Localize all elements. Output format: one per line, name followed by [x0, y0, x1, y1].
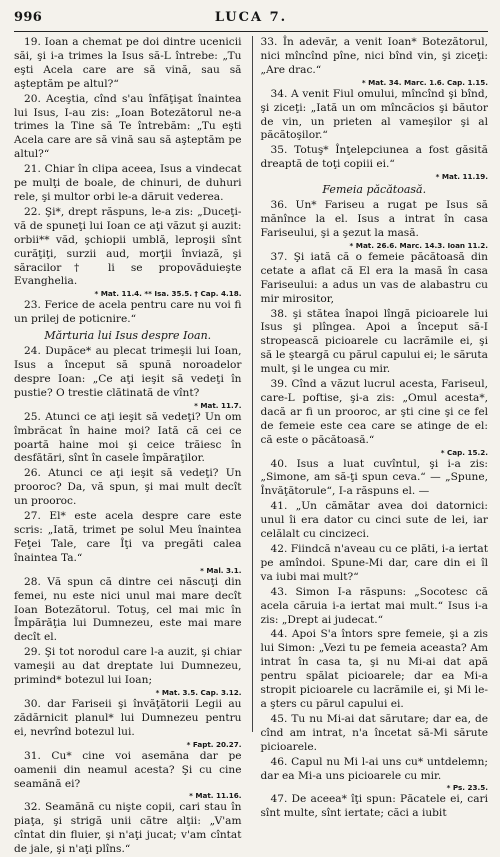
cross-reference: * Mat. 11.16.	[189, 791, 242, 801]
verse-34: 34. A venit Fiul omului, mîncînd şi bînd, şi ziceţi: „Iată un om mîncăcios şi băutor de vin, un prieten al vameşilor şi al păcătoşilor.“	[260, 87, 488, 142]
page-header	[14, 10, 488, 28]
verse-26: 26. Atunci ce aţi ieşit să vedeţi? Un prooroc? Da, vă spun, şi mai mult decît un prooroc.	[14, 467, 242, 508]
verse-25: 25. Atunci ce aţi ieşit să vedeţi? Un om îmbrăcat în haine moi? Iată că cei ce poartă haine moi şi ceice trăiesc în desfătări, sînt în casele împăraţilor.	[14, 410, 242, 465]
cross-reference: * Fapt. 20.27.	[186, 739, 242, 749]
verse-30: 30. dar Fariseii şi învăţătorii Legii au zădărnicit planul* lui Dumnezeu pentru ei, nevrînd botezul lui. * Fapt. 20.27.	[14, 697, 242, 749]
section-heading: Femeia păcătoasă.	[322, 183, 427, 197]
verse-33: 33. În adevăr, a venit Ioan* Botezătorul, nici mîncînd pîne, nici bînd vin, şi ziceţi: „Are drac.“ * Mat. 34. Marc. 1.6. Cap. 1.15.	[260, 36, 488, 87]
bible-page	[14, 10, 488, 856]
verse-45: 45. Tu nu Mi-ai dat sărutare; dar ea, de cînd am intrat, n'a încetat să-Mi sărute picioarele.	[260, 712, 488, 753]
cross-reference: * Mat. 11.19.	[435, 172, 488, 182]
right-column	[252, 36, 489, 820]
verse-20: 20. Aceştia, cînd s'au înfăţişat înaintea lui Isus, I-au zis: „Ioan Botezătorul ne-a trimes la Tine să Te întrebăm: „Tu eşti Acela care are să vină sau să aşteptăm pe altul?“	[14, 92, 242, 161]
left-column	[14, 36, 242, 856]
verse-39: 39. Cînd a văzut lucrul acesta, Fariseul, care-L poftise, şi-a zis: „Omul acesta*, dacă ar fi un prooroc, ar şti cine şi ce fel de femeie este cea care se atinge de el: că este o păcătoasă.“ * Cap. 15.2.	[260, 378, 488, 457]
verse-46: 46. Capul nu Mi l-ai uns cu* untdelemn; dar ea Mi-a uns picioarele cu mir. * Ps. 23.5.	[260, 755, 488, 793]
page-number: 996	[14, 10, 43, 25]
cross-reference: * Mat. 26.6. Marc. 14.3. Ioan 11.2.	[349, 240, 488, 250]
verse-38: 38. şi stătea înapoi lîngă picioarele lui Isus şi plîngea. Apoi a început să-I stropească picioarele cu lacrămile ei, şi să le şteargă cu părul capului ei; le săruta mult, şi le ungea cu mir.	[260, 307, 488, 376]
text-columns	[14, 36, 488, 856]
verse-27: 27. El* este acela despre care este scris: „Iată, trimet pe solul Meu înaintea Feţei Tale, care Îţi va pregăti calea înaintea Ta.“ * Mal. 3.1.	[14, 510, 242, 575]
cross-reference: * Mat. 3.5. Cap. 3.12.	[155, 687, 242, 697]
cross-reference: * Mat. 11.7.	[194, 400, 242, 410]
cross-reference: * Mat. 34. Marc. 1.6. Cap. 1.15.	[361, 77, 488, 87]
cross-reference: * Mal. 3.1.	[200, 565, 242, 575]
verse-32: 32. Seamănă cu nişte copii, cari stau în piaţa, şi strigă unii către alţii: „V'am cîntat din fluier, şi n'aţi jucat; v'am cîntat de jale, şi n'aţi plîns.“	[14, 801, 242, 856]
verse-42: 42. Fiindcă n'aveau cu ce plăti, i-a iertat pe amîndoi. Spune-Mi dar, care din ei îl va iubi mai mult?“	[260, 543, 488, 583]
verse-47: 47. De aceea* îţi spun: Păcatele ei, cari sînt multe, sînt iertate; căci a iubit	[260, 793, 488, 820]
running-title: LUCA 7.	[214, 10, 288, 25]
verse-24: 24. Dupăce* au plecat trimeşii lui Ioan, Isus a început să spună noroadelor despre Ioan: „Ce aţi ieşit să vedeţi în pustie? O trestie clătinată de vînt? * Mat. 11.7.	[14, 345, 242, 410]
section-heading: Mărturia lui Isus despre Ioan.	[44, 329, 212, 343]
cross-reference: * Mat. 11.4. ** Isa. 35.5. † Cap. 4.18.	[94, 289, 242, 299]
verse-40: 40. Isus a luat cuvîntul, şi i-a zis: „Simone, am să-ţi spun ceva.“ — „Spune, Învăţătorule“, I-a răspuns el. —	[260, 457, 488, 498]
verse-23: 23. Ferice de acela pentru care nu voi fi un prilej de poticnire.“	[14, 299, 242, 326]
verse-44: 44. Apoi S'a întors spre femeie, şi a zis lui Simon: „Vezi tu pe femeia aceasta? Am intrat în casa ta, şi nu Mi-ai dat apă pentru spălat picioarele; dar ea Mi-a stropit picioarele cu lacrămile ei, şi Mi le-a şters cu părul capului ei.	[260, 628, 488, 710]
verse-31: 31. Cu* cine voi asemăna dar pe oamenii din neamul acesta? Şi cu cine seamănă ei? * Mat. 11.16.	[14, 749, 242, 801]
verse-22: 22. Şi*, drept răspuns, le-a zis: „Duceţi-vă de spuneţi lui Ioan ce aţi văzut şi auzit: orbii** văd, şchiopii umblă, leproşii sînt curăţiţi, surzii aud, morţii înviază, şi săracilor† li se propovăduieşte Evanghelia. * Mat. 11.4. ** Isa. 35.5. † Cap. 4.18.	[14, 205, 242, 299]
header-rule	[14, 31, 488, 32]
verse-41: 41. „Un cămătar avea doi datornici: unul îi era dator cu cinci sute de lei, iar celălalt cu cincizeci.	[260, 500, 488, 541]
verse-21: 21. Chiar în clipa aceea, Isus a vindecat pe mulţi de boale, de chinuri, de duhuri rele, şi multor orbi le-a dăruit vederea.	[14, 163, 242, 203]
verse-36: 36. Un* Fariseu a rugat pe Isus să mănînce la el. Isus a intrat în casa Fariseului, şi a şezut la masă. * Mat. 26.6. Marc. 14.3. Ioan 11.2.	[260, 199, 488, 250]
verse-28: 28. Vă spun că dintre cei născuţi din femei, nu este nici unul mai mare decît Ioan Botezătorul. Totuş, cel mai mic în Împărăţia lui Dumnezeu, este mai mare decît el.	[14, 575, 242, 644]
verse-35: 35. Totuş* Înţelepciunea a fost găsită dreaptă de toţi copiii ei.“ * Mat. 11.19.	[260, 144, 488, 182]
verse-29: 29. Şi tot norodul care l-a auzit, şi chiar vameşii au dat dreptate lui Dumnezeu, primind* botezul lui Ioan; * Mat. 3.5. Cap. 3.12.	[14, 646, 242, 697]
cross-reference: * Ps. 23.5.	[446, 783, 488, 793]
verse-37: 37. Şi iată că o femeie păcătoasă din cetate a aflat că El era la masă în casa Fariseului: a adus un vas de alabastru cu mir mirositor,	[260, 250, 488, 305]
verse-43: 43. Simon I-a răspuns: „Socotesc că acela căruia i-a iertat mai mult.“ Isus i-a zis: „Drept ai judecat.“	[260, 585, 488, 626]
verse-19: 19. Ioan a chemat pe doi dintre ucenicii săi, şi i-a trimes la Isus să-L întrebe: „Tu eşti Acela care are să vină, sau să aşteptăm pe altul?“	[14, 36, 242, 90]
cross-reference: * Cap. 15.2.	[440, 447, 488, 457]
